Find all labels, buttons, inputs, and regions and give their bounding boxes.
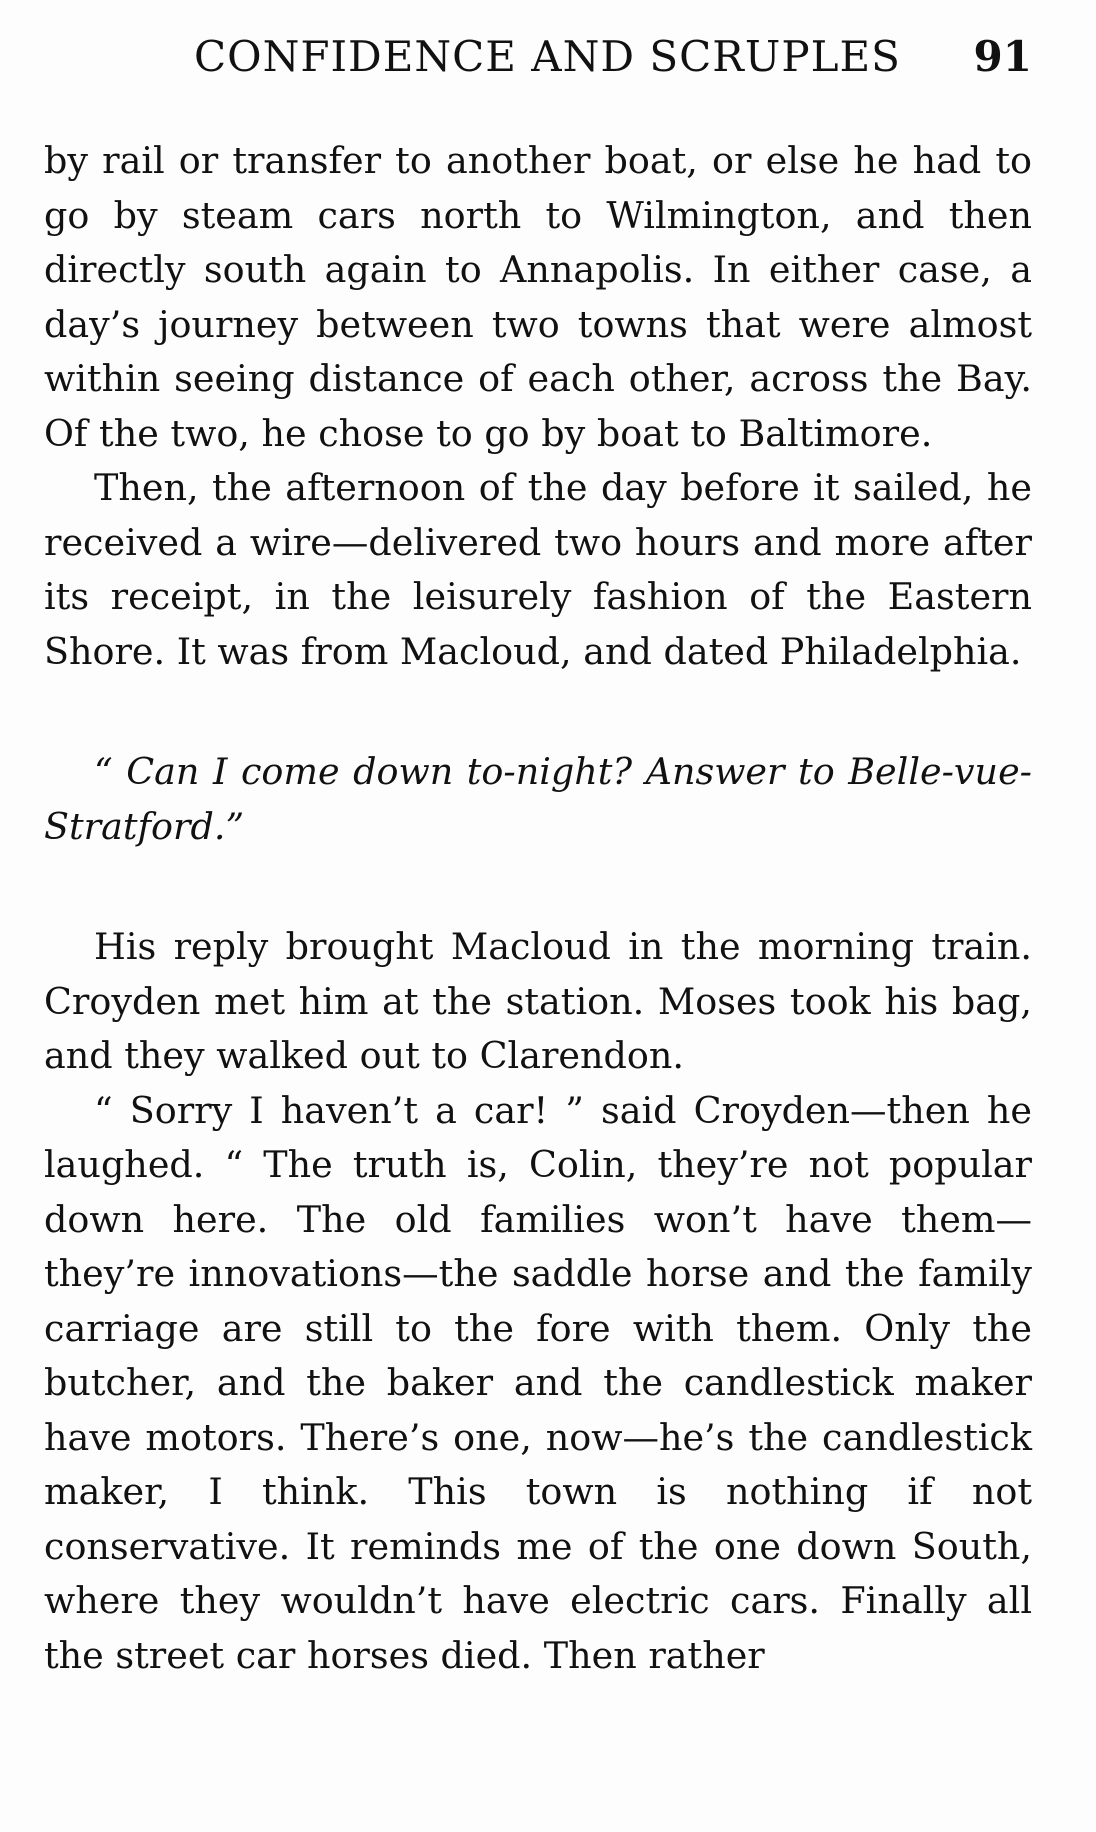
paragraph-reply: His reply brought Macloud in the morning train. Croyden met him at the station. Moses took his bag, and they walked out to Clarendon. bbox=[44, 925, 1032, 1077]
telegram-quote: “ Can I come down to-night? Answer to Belle-vue-Stratford.” bbox=[44, 750, 1032, 848]
paragraph-dialogue: “ Sorry I haven’t a car! ” said Croyden—then he laughed. “ The truth is, Colin, they’re not popular down here. The old families won’t have them—they’re innovations—the saddle horse and the family carriage are still to the fore with them. Only the butcher, and the baker and the candlestick maker have motors. There’s one, now—he’s the candlestick maker, I think. This town is nothing if not conservative. It reminds me of the one down South, where they wouldn’t have electric cars. Finally all the street car horses died. Then rather bbox=[44, 1088, 1032, 1677]
page-number: 91 bbox=[973, 32, 1032, 81]
paragraph-wire: Then, the afternoon of the day before it sailed, he received a wire—delivered two hours and more after its receipt, in the leisurely fashion of the Eastern Shore. It was from Macloud, and dated Philadelphia. bbox=[44, 466, 1032, 673]
page-header bbox=[44, 32, 1032, 88]
body-text bbox=[44, 134, 1032, 1683]
running-head: CONFIDENCE AND SCRUPLES bbox=[194, 32, 901, 81]
paragraph-continued: by rail or transfer to another boat, or else he had to go by steam cars north to Wilmington, and then directly south again to Annapolis. In either case, a day’s journey between two towns that were almost within seeing distance of each other, across the Bay. Of the two, he chose to go by boat to Baltimore. bbox=[44, 139, 1032, 455]
